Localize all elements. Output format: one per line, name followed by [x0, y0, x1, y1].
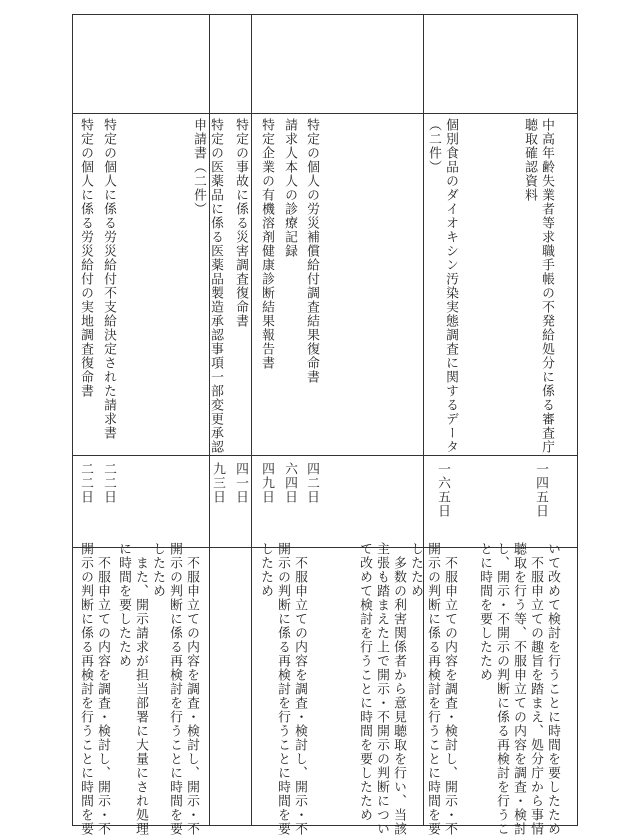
- case-title: 中高年齢失業者等求職手帳の不発給処分に係る審査庁 聴取確認資料: [522, 118, 554, 454]
- case-title: 請求人本人の診療記録: [282, 118, 297, 258]
- case-title: 特定企業の有機溶剤健康診断結果報告書: [259, 118, 274, 370]
- days-value: 九三日: [210, 462, 225, 504]
- divider-days: [73, 455, 577, 456]
- days-value: 四一日: [233, 462, 248, 504]
- days-value: 二二日: [101, 462, 116, 504]
- days-value: 二二日: [78, 462, 93, 504]
- days-value: 四九日: [259, 462, 274, 504]
- reason-text: いて改めて検討を行うことに時間を要したため 不服申立ての趣旨を踏まえ、処分庁から事情 聴取を行う等、不服申立ての内容を調査・検討 し、開示・不開示の判断に係る再検討を行うこ とに時間を要したため: [477, 542, 560, 836]
- reason-text: 不服申立ての内容を調査・検討し、開示・不 開示の判断に係る再検討を行うことに時間を要 したため また、開示請求が担当部署に大量にされ処理 に時間を要したため: [116, 542, 199, 836]
- divider-top: [73, 113, 577, 114]
- reason-text: 不服申立ての内容を調査・検討し、開示・不 開示の判断に係る再検討を行うことに時間を要: [78, 542, 110, 836]
- row-divider: [251, 15, 252, 825]
- case-title: 特定の個人に係る労災給付不支給決定された請求書: [101, 118, 116, 440]
- days-value: 四二日: [304, 462, 319, 504]
- case-title: 特定の個人の労災補償給付調査結果復命書: [304, 118, 319, 384]
- reason-text: 不服申立ての内容を調査・検討し、開示・不 開示の判断に係る再検討を行うことに時間を要 したため 多数の利害関係者から意見聴取を行い、当該 主張も踏まえた上で開示・不開示の判断につい て改めて検討を行うことに時間を要したため: [357, 542, 457, 836]
- days-value: 一四五日: [533, 462, 548, 518]
- case-title: 個別食品のダイオキシン汚染実態調査に関するデータ （二件）: [426, 118, 458, 454]
- case-title: 特定の医薬品に係る医薬品製造承認事項一部変更承認 申請書（二件）: [191, 118, 223, 454]
- case-title: 特定の事故に係る災害調査復命書: [233, 118, 248, 328]
- case-title: 特定の個人に係る労災給付の実地調査復命書: [78, 118, 93, 398]
- reason-text: 不服申立ての内容を調査・検討し、開示・不 開示の判断に係る再検討を行うことに時間を要 したため: [258, 542, 307, 836]
- days-value: 六四日: [282, 462, 297, 504]
- days-value: 一六五日: [435, 462, 450, 518]
